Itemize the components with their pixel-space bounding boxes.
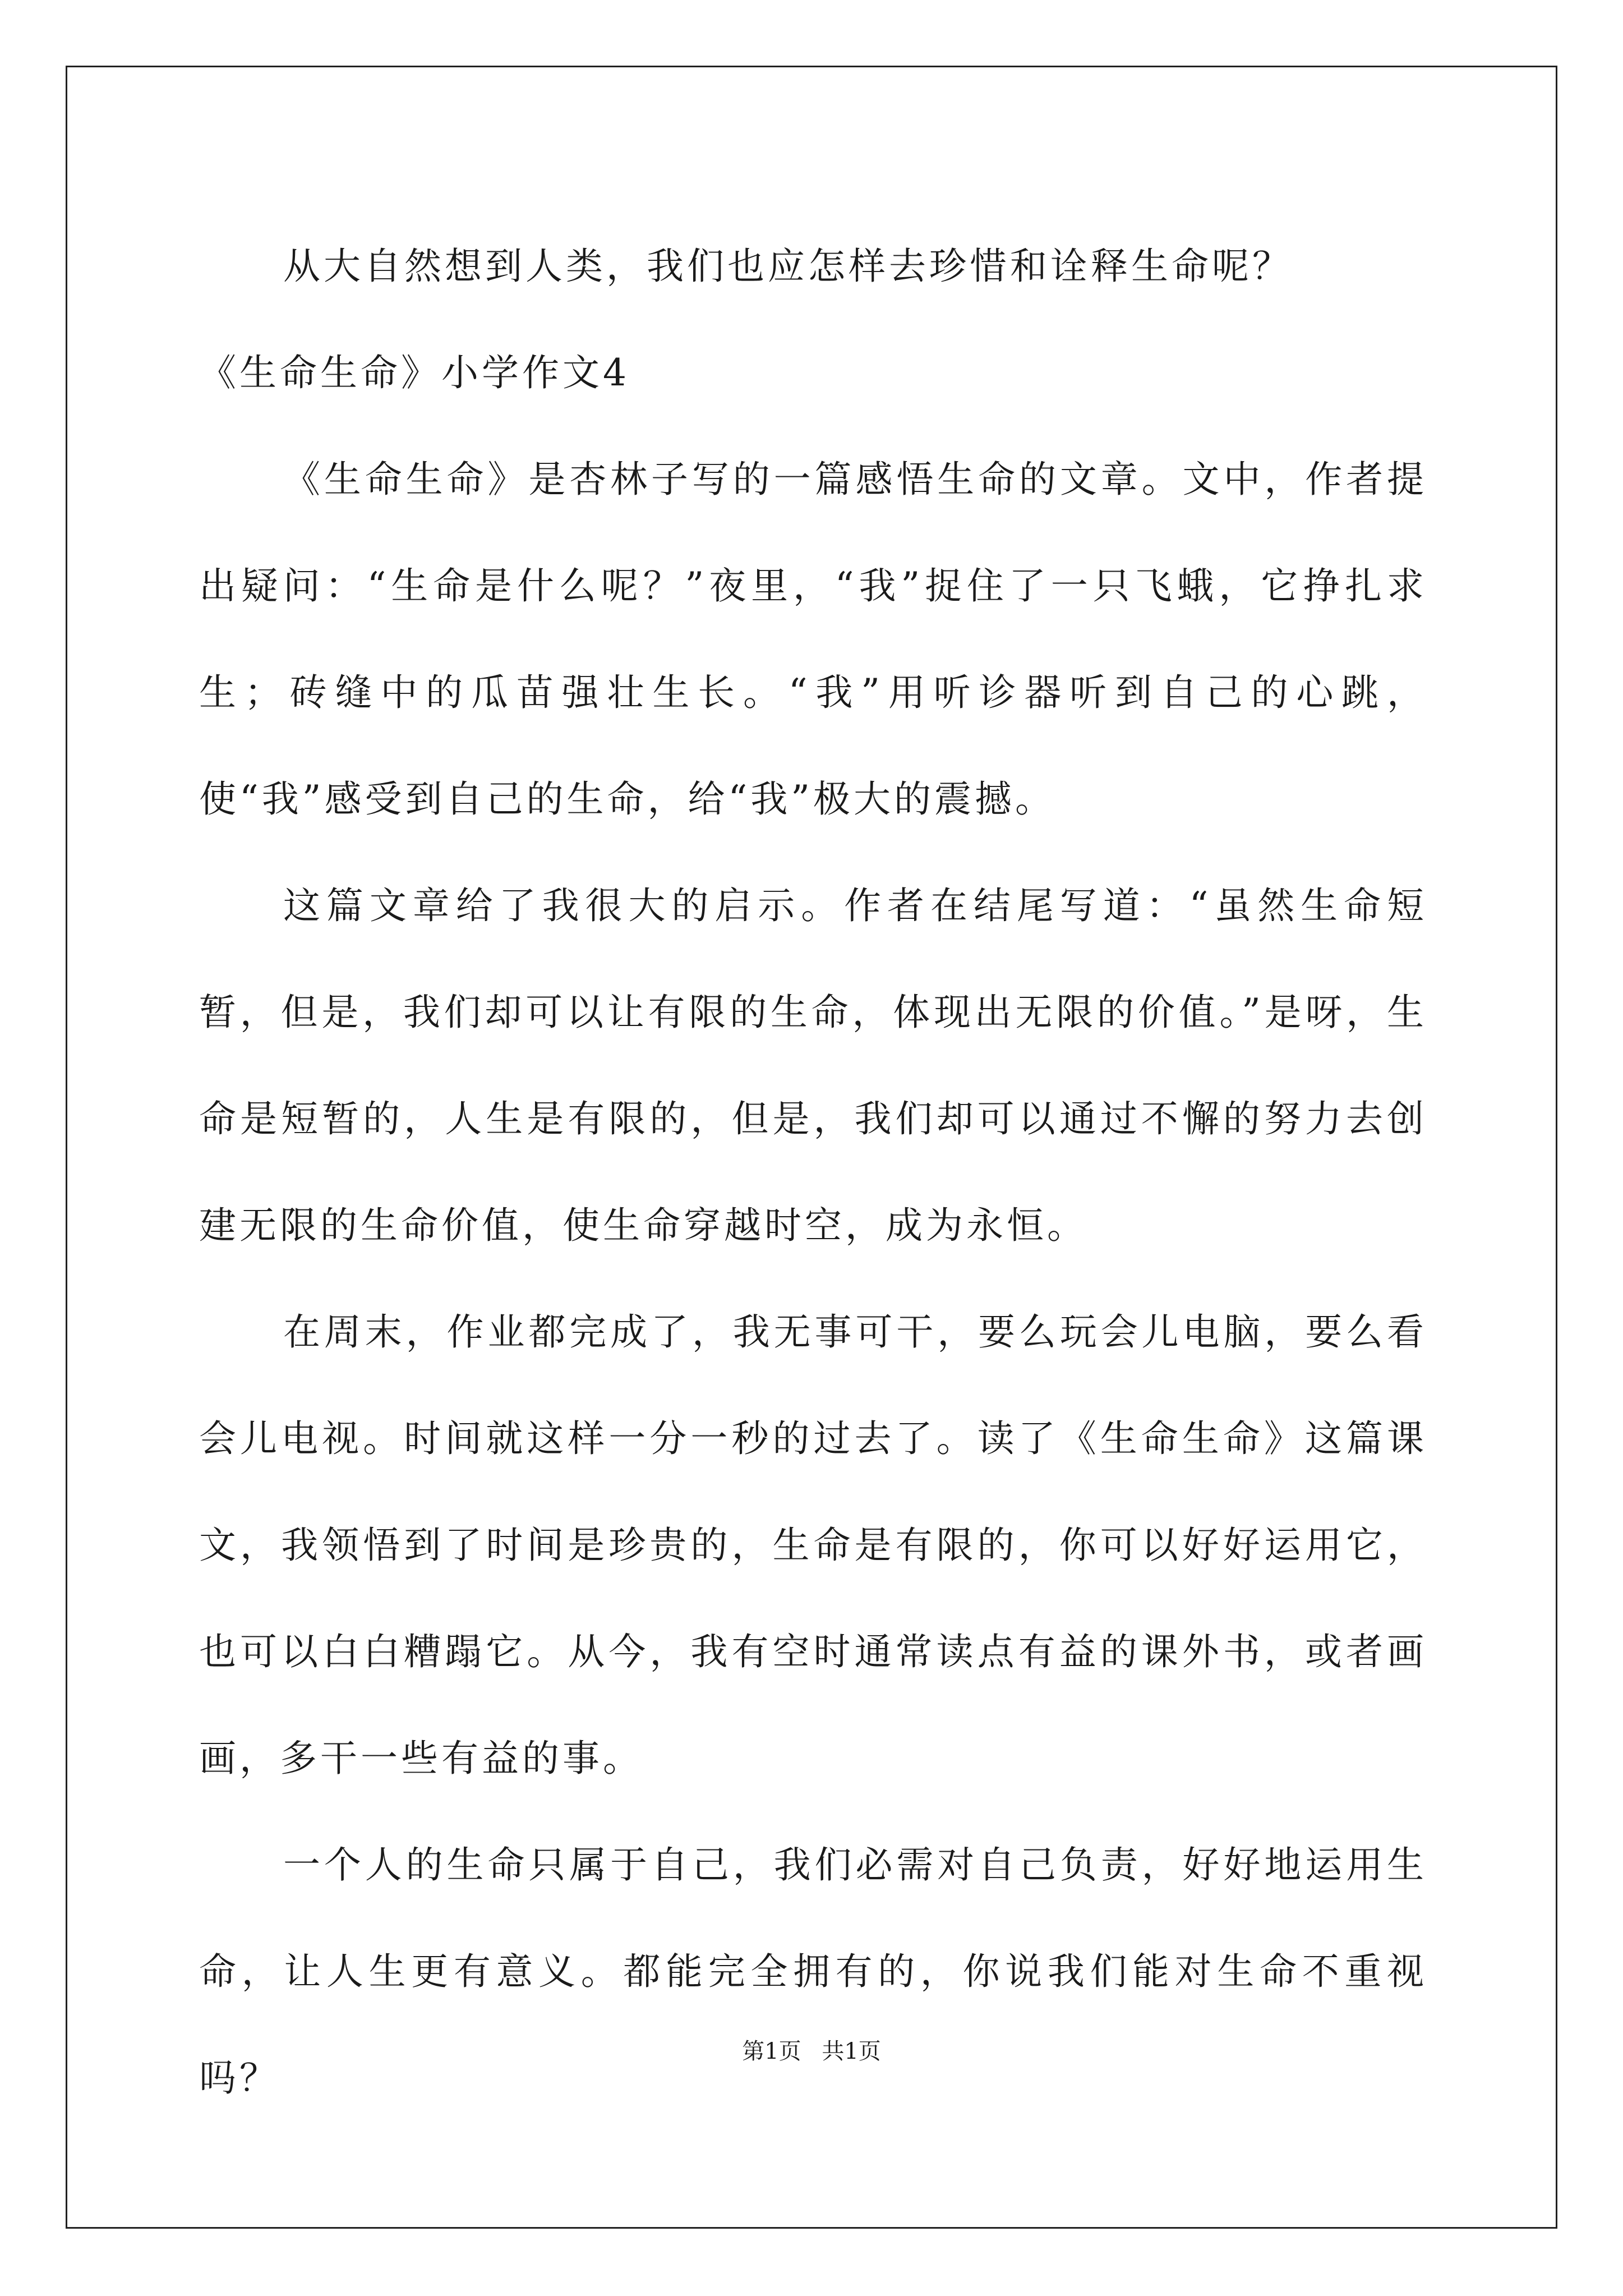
paragraph-3: 在周末，作业都完成了，我无事可干，要么玩会儿电脑，要么看会儿电视。时间就这样一分一秒的过去了。读了《生命生命》这篇课文，我领悟到了时间是珍贵的，生命是有限的，你可以好好运用它，也可以白白糟蹋它。从今，我有空时通常读点有益的课外书，或者画画，多干一些有益的事。 [199, 1310, 1427, 1780]
section-title: 《生命生命》小学作文4 [199, 351, 630, 394]
page-footer [0, 2033, 1623, 2065]
document-body [199, 213, 1427, 2132]
paragraph-4: 一个人的生命只属于自己，我们必需对自己负责，好好地运用生命，让人生更有意义。都能完全拥有的，你说我们能对生命不重视吗？ [199, 1843, 1427, 2100]
paragraph-1: 《生命生命》是杏林子写的一篇感悟生命的文章。文中，作者提出疑问：“生命是什么呢？”夜里，“我”捉住了一只飞蛾，它挣扎求生；砖缝中的瓜苗强壮生长。“我”用听诊器听到自己的心跳，使“我”感受到自己的生命，给“我”极大的震撼。 [199, 458, 1427, 821]
page-number: 第1页 [742, 2039, 801, 2064]
intro-line: 从大自然想到人类，我们也应怎样去珍惜和诠释生命呢？ [283, 245, 1293, 288]
paragraph-2: 这篇文章给了我很大的启示。作者在结尾写道：“虽然生命短暂，但是，我们却可以让有限的生命，体现出无限的价值。”是呀，生命是短暂的，人生是有限的，但是，我们却可以通过不懈的努力去创建无限的生命价值，使生命穿越时空，成为永恒。 [199, 884, 1427, 1247]
total-pages: 共1页 [822, 2039, 881, 2064]
